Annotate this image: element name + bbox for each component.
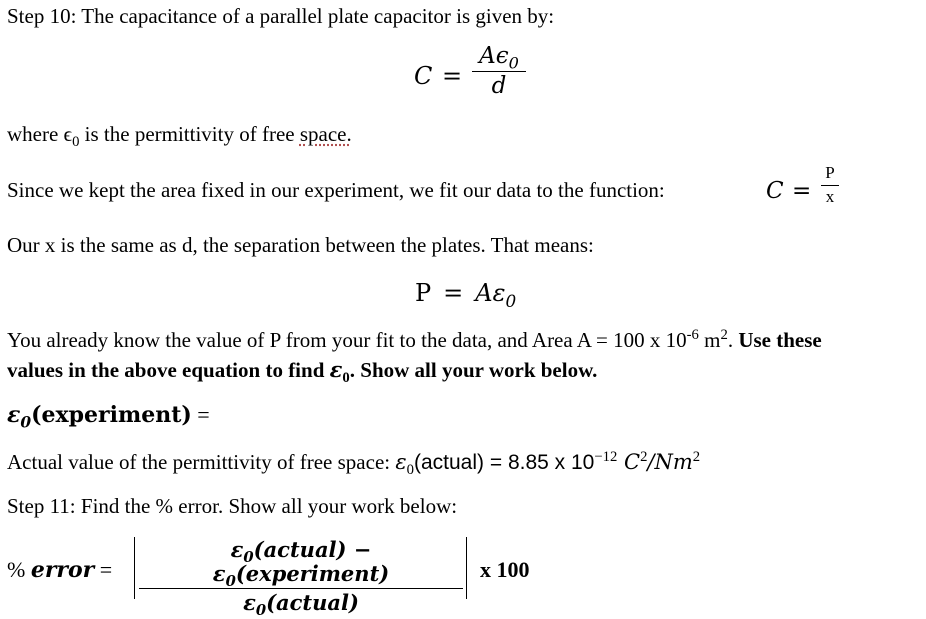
p-lhs: P (415, 279, 432, 307)
pct-bar (139, 588, 463, 589)
pct-numerator: $\varepsilon_0(actual)$ − $\varepsilon_0(experiment)$ (212, 537, 390, 591)
since-line: Since we kept the area fixed in our experiment, we fit our data to the function: (7, 178, 665, 202)
formula-lhs: C (414, 62, 433, 90)
actual-line: Actual value of the permittivity of free space: $\varepsilon_0(actual) = 8.85$ x $10^{-12}$ $C^2/Nm^2$ (7, 449, 701, 479)
fit-denominator: x (825, 186, 835, 206)
where-line: where $\epsilon_0$ is the permittivity of free space. (7, 122, 352, 151)
exp-eps: $\varepsilon_0$ (7, 402, 32, 432)
formula-denominator: d (491, 73, 507, 100)
pct-error-label: % error = (7, 557, 113, 583)
fit-fraction (821, 164, 839, 206)
space-word: space. (299, 122, 352, 146)
p-formula (415, 279, 517, 311)
step10-intro: Step 10: The capacitance of a parallel plate capacitor is given by: (7, 4, 555, 28)
abs-bar-left (134, 537, 135, 599)
fit-bar (821, 185, 839, 186)
ourx-line: Our x is the same as d, the separation between the plates. That means: (7, 233, 594, 257)
formula-numerator: $A\epsilon_0$ (479, 43, 519, 73)
fit-lhs: C (766, 178, 784, 204)
fit-numerator: P (825, 163, 835, 182)
experiment-line: $\varepsilon_0(experiment)$ = (7, 402, 210, 432)
pct-denominator: $\varepsilon_0(actual)$ (243, 590, 359, 619)
p-eq: = (443, 279, 464, 307)
p-rhs: $A\varepsilon_0$ (475, 279, 517, 311)
abs-bar-right (466, 537, 467, 599)
step11-intro: Step 11: Find the % error. Show all your work below: (7, 494, 458, 518)
know-line-1: You already know the value of P from your fit to the data, and Area A = 100 x $10^{-6}$ $m^2$. Use these (7, 327, 822, 352)
know-line-2: values in the above equation to find $\varepsilon_0$. Show all your work below. (7, 357, 598, 387)
formula-eq: = (442, 62, 463, 90)
formula-fraction (472, 44, 526, 100)
times-100: x 100 (480, 557, 530, 582)
fit-eq: = (792, 178, 812, 204)
